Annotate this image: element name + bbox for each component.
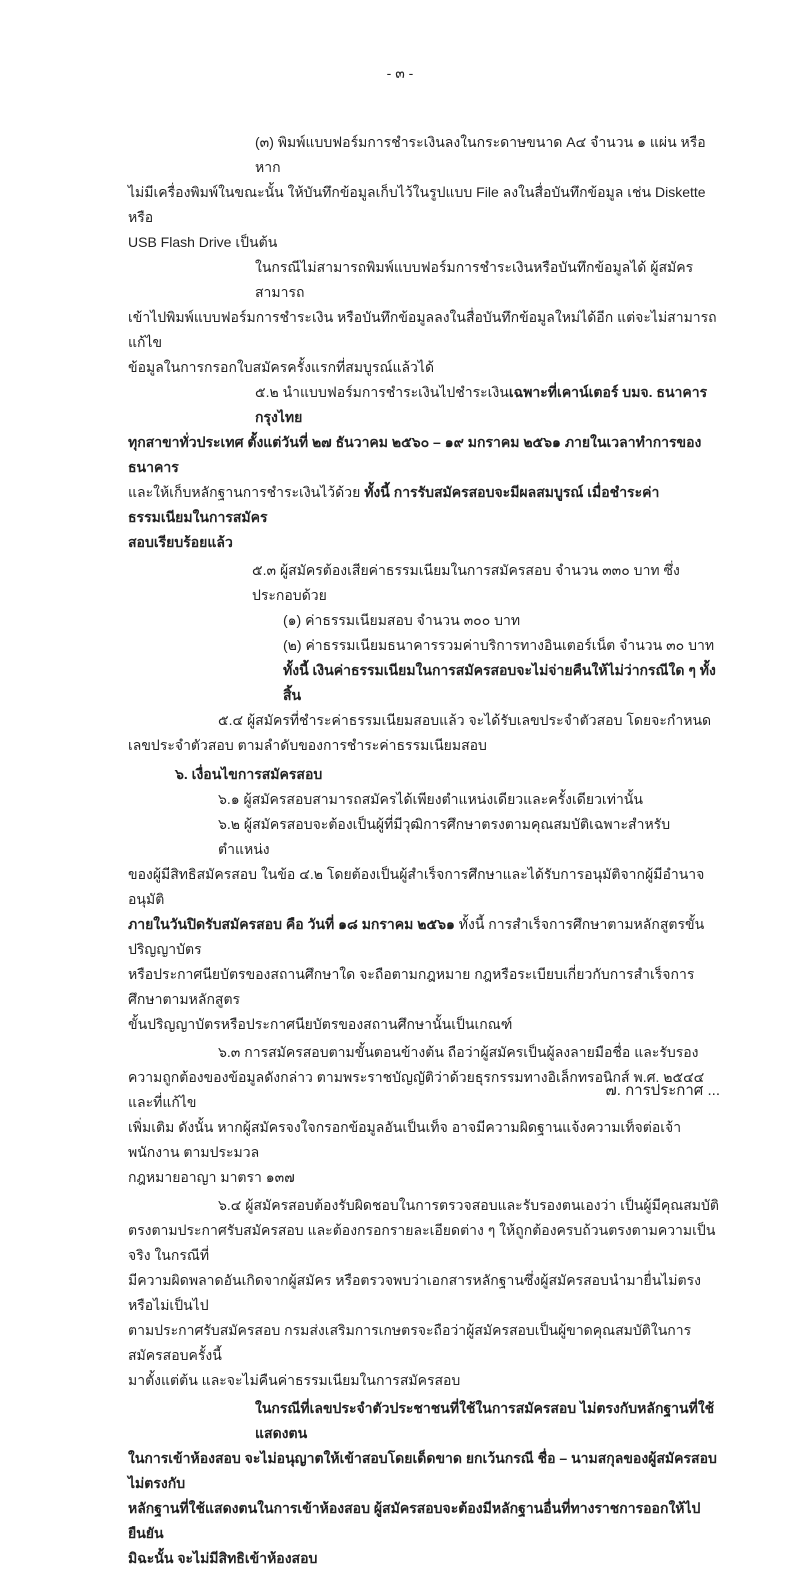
- section-6-heading: [128, 762, 720, 787]
- bold-text: ทั้งนี้ การรับสมัครสอบจะมีผลสมบูรณ์ เมื่อชำระค่าธรรมเนียมในการสมัคร: [128, 484, 660, 525]
- text: และให้เก็บหลักฐานการชำระเงินไว้ด้วย: [128, 484, 365, 500]
- text-line: [128, 862, 720, 912]
- text: ๖.๔ ผู้สมัครสอบต้องรับผิดชอบในการตรวจสอบและรับรองตนเองว่า เป็นผู้มีคุณสมบัติ: [218, 1197, 719, 1213]
- section-6-1: [128, 787, 720, 812]
- text-line: [128, 255, 720, 305]
- text: ไม่มีเครื่องพิมพ์ในขณะนั้น ให้บันทึกข้อมูลเก็บไว้ในรูปแบบ File ลงในสื่อบันทึกข้อมูล เช่น Diskette หรือ: [128, 184, 706, 225]
- text-line: [128, 1446, 720, 1496]
- text: ๕.๓ ผู้สมัครต้องเสียค่าธรรมเนียมในการสมัครสอบ จำนวน ๓๓๐ บาท ซึ่งประกอบด้วย: [252, 562, 680, 603]
- text-line: [128, 355, 720, 380]
- text: (๒) ค่าธรรมเนียมธนาคารรวมค่าบริการทางอินเตอร์เน็ต จำนวน ๓๐ บาท: [283, 637, 715, 653]
- text-line: [128, 1165, 720, 1190]
- section-6-2: [128, 812, 720, 862]
- fee-note: [128, 658, 720, 708]
- bold-text: ๖. เงื่อนไขการสมัครสอบ: [175, 766, 323, 782]
- id-mismatch-note: [128, 1396, 720, 1446]
- text: ๕.๒ นำแบบฟอร์มการชำระเงินไปชำระเงิน: [255, 384, 509, 400]
- bold-text: มิฉะนั้น จะไม่มีสิทธิเข้าห้องสอบ: [128, 1550, 318, 1566]
- section-6-4: [128, 1193, 720, 1218]
- fee-item-1: [128, 608, 720, 633]
- section-5-3: [128, 558, 720, 608]
- text: ๕.๔ ผู้สมัครที่ชำระค่าธรรมเนียมสอบแล้ว จะได้รับเลขประจำตัวสอบ โดยจะกำหนด: [218, 712, 712, 728]
- text-line: [128, 430, 720, 480]
- text: ตรงตามประกาศรับสมัครสอบ และต้องกรอกรายละเอียดต่าง ๆ ให้ถูกต้องครบถ้วนตรงตามความเป็นจริง ในกรณีที่: [128, 1222, 716, 1263]
- document-body: [128, 130, 720, 1571]
- text: ข้อมูลในการกรอกใบสมัครครั้งแรกที่สมบูรณ์แล้วได้: [128, 359, 435, 375]
- text: ๖.๑ ผู้สมัครสอบสามารถสมัครได้เพียงตำแหน่งเดียวและครั้งเดียวเท่านั้น: [218, 791, 643, 807]
- text-line: [128, 962, 720, 1012]
- continuation-marker: ๗. การประกาศ ...: [605, 1082, 720, 1099]
- text-line: [128, 1496, 720, 1546]
- text-line: [128, 912, 720, 962]
- section-5-2: [128, 380, 720, 430]
- bold-text: เฉพาะที่เคาน์เตอร์ บมจ. ธนาคารกรุงไทย: [255, 384, 708, 425]
- text: ๖.๒ ผู้สมัครสอบจะต้องเป็นผู้ที่มีวุฒิการศึกษาตรงตามคุณสมบัติเฉพาะสำหรับตำแหน่ง: [218, 816, 671, 857]
- section-6-3: [128, 1040, 720, 1065]
- text: ตามประกาศรับสมัครสอบ กรมส่งเสริมการเกษตรจะถือว่าผู้สมัครสอบเป็นผู้ขาดคุณสมบัติในการสมัครสอบครั้งนี้: [128, 1322, 692, 1363]
- text: USB Flash Drive เป็นต้น: [128, 234, 278, 250]
- text: มาตั้งแต่ต้น และจะไม่คืนค่าธรรมเนียมในการสมัครสอบ: [128, 1372, 461, 1388]
- fee-item-2: [128, 633, 720, 658]
- text-line: [128, 305, 720, 355]
- page-number: - ๓ -: [386, 65, 414, 81]
- text: เข้าไปพิมพ์แบบฟอร์มการชำระเงิน หรือบันทึกข้อมูลลงในสื่อบันทึกข้อมูลใหม่ได้อีก แต่จะไม่สามารถแก้ไข: [128, 309, 717, 350]
- text: (๓) พิมพ์แบบฟอร์มการชำระเงินลงในกระดาษขนาด A๔ จำนวน ๑ แผ่น หรือหาก: [255, 134, 706, 175]
- text-line: [128, 1546, 720, 1571]
- text: มีความผิดพลาดอันเกิดจากผู้สมัคร หรือตรวจพบว่าเอกสารหลักฐานซึ่งผู้สมัครสอบนำมายื่นไม่ตรง หรือไม่เป็นไป: [128, 1272, 701, 1313]
- text-line: [128, 1218, 720, 1268]
- text: กฎหมายอาญา มาตรา ๑๓๗: [128, 1169, 295, 1185]
- text: ๖.๓ การสมัครสอบตามขั้นตอนข้างต้น ถือว่าผู้สมัครเป็นผู้ลงลายมือชื่อ และรับรอง: [218, 1044, 699, 1060]
- text: เพิ่มเติม ดังนั้น หากผู้สมัครจงใจกรอกข้อมูลอันเป็นเท็จ อาจมีความผิดฐานแจ้งความเท็จต่อเจ้าพนักงาน ตามประมวล: [128, 1119, 682, 1160]
- text-line: [128, 1268, 720, 1318]
- text: ขั้นปริญญาบัตรหรือประกาศนียบัตรของสถานศึกษานั้นเป็นเกณฑ์: [128, 1016, 513, 1032]
- text-line: [128, 1318, 720, 1368]
- text-line: [128, 1115, 720, 1165]
- bold-text: ในกรณีที่เลขประจำตัวประชาชนที่ใช้ในการสมัครสอบ ไม่ตรงกับหลักฐานที่ใช้แสดงตน: [255, 1400, 715, 1441]
- text: ในกรณีไม่สามารถพิมพ์แบบฟอร์มการชำระเงินหรือบันทึกข้อมูลได้ ผู้สมัครสามารถ: [255, 259, 694, 300]
- text-line: [128, 1368, 720, 1393]
- text: (๑) ค่าธรรมเนียมสอบ จำนวน ๓๐๐ บาท: [283, 612, 521, 628]
- text-line: [128, 180, 720, 230]
- bold-text: ในการเข้าห้องสอบ จะไม่อนุญาตให้เข้าสอบโดยเด็ดขาด ยกเว้นกรณี ชื่อ – นามสกุลของผู้สมัครสอบไม่ตรงกับ: [128, 1450, 717, 1491]
- bold-text: ทุกสาขาทั่วประเทศ ตั้งแต่วันที่ ๒๗ ธันวาคม ๒๕๖๐ – ๑๙ มกราคม ๒๕๖๑ ภายในเวลาทำการของธนาคาร: [128, 434, 702, 475]
- text-line: [128, 733, 720, 758]
- text-line: [128, 130, 720, 180]
- text: ของผู้มีสิทธิสมัครสอบ ในข้อ ๔.๒ โดยต้องเป็นผู้สำเร็จการศึกษาและได้รับการอนุมัติจากผู้มีอำนาจอนุมัติ: [128, 866, 705, 907]
- text: หรือประกาศนียบัตรของสถานศึกษาใด จะถือตามกฎหมาย กฎหรือระเบียบเกี่ยวกับการสำเร็จการศึกษาตามหลักสูตร: [128, 966, 695, 1007]
- bold-text: ภายในวันปิดรับสมัครสอบ คือ วันที่ ๑๘ มกราคม ๒๕๖๑: [128, 916, 455, 932]
- text-line: [128, 230, 720, 255]
- bold-text: สอบเรียบร้อยแล้ว: [128, 534, 233, 550]
- text-line: [128, 480, 720, 530]
- text: ทั้งนี้ การสำเร็จการศึกษาตามหลักสูตรขั้นปริญญาบัตร: [128, 916, 705, 957]
- bold-text: ทั้งนี้ เงินค่าธรรมเนียมในการสมัครสอบจะไม่จ่ายคืนให้ไม่ว่ากรณีใด ๆ ทั้งสิ้น: [283, 662, 716, 703]
- section-5-4: [128, 708, 720, 733]
- text: ความถูกต้องของข้อมูลดังกล่าว ตามพระราชบัญญัติว่าด้วยธุรกรรมทางอิเล็กทรอนิกส์ พ.ศ. ๒๕๔๔ และที่แก้ไข: [128, 1069, 705, 1110]
- text-line: [128, 1012, 720, 1037]
- bold-text: หลักฐานที่ใช้แสดงตนในการเข้าห้องสอบ ผู้สมัครสอบจะต้องมีหลักฐานอื่นที่ทางราชการออกให้ไปยืนยัน: [128, 1500, 701, 1541]
- text-line: [128, 530, 720, 555]
- text: เลขประจำตัวสอบ ตามลำดับของการชำระค่าธรรมเนียมสอบ: [128, 737, 487, 753]
